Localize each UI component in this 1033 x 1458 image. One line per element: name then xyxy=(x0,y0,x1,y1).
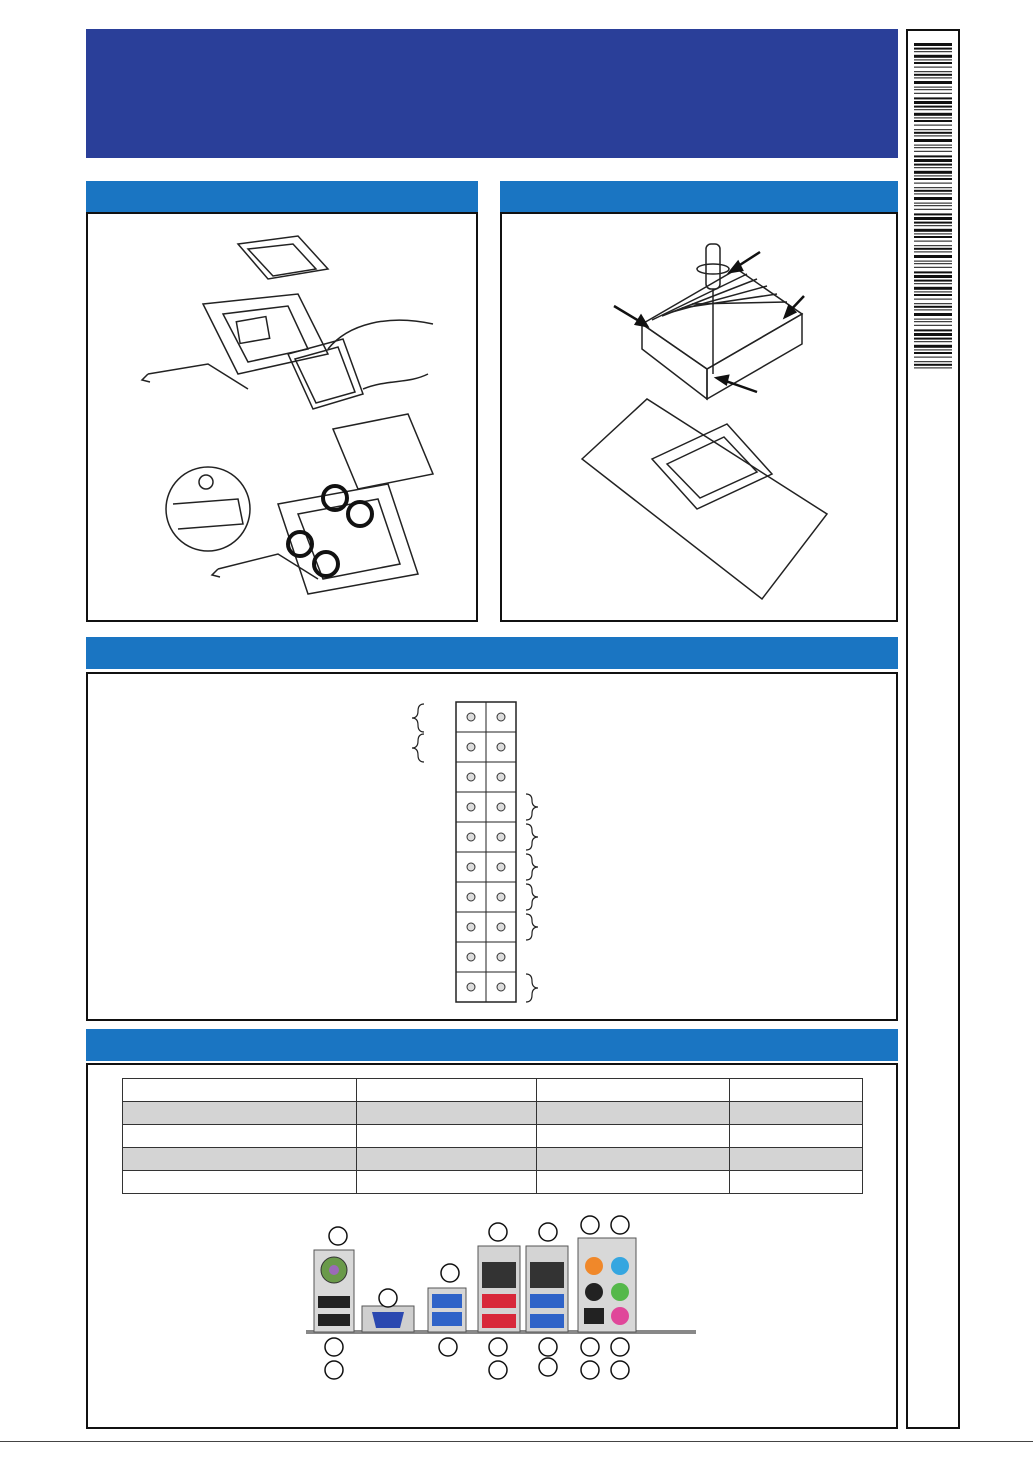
audio-jack-green-icon xyxy=(611,1283,629,1301)
heatsink-install-panel xyxy=(500,212,898,622)
barcode-bar xyxy=(914,151,952,152)
barcode-bar xyxy=(914,313,952,316)
barcode-bar xyxy=(914,287,952,290)
barcode-bar xyxy=(914,325,952,326)
table-cell xyxy=(357,1171,537,1194)
barcode-bar xyxy=(914,361,952,362)
barcode-bar xyxy=(914,178,952,180)
section-bar-heatsink-install xyxy=(500,181,898,213)
table-row xyxy=(123,1171,863,1194)
pin xyxy=(497,983,505,991)
barcode-bar xyxy=(914,62,952,64)
section-bar-cpu-install xyxy=(86,181,478,213)
barcode-bar xyxy=(914,333,952,336)
pin xyxy=(497,713,505,721)
usb2-port-icon xyxy=(318,1314,350,1326)
barcode-bar xyxy=(914,357,952,358)
barcode-bar xyxy=(914,159,952,162)
barcode-bar xyxy=(914,303,952,304)
table-cell xyxy=(123,1079,357,1102)
barcode-bar xyxy=(914,67,952,68)
pin xyxy=(467,833,475,841)
table-cell xyxy=(537,1102,730,1125)
group-brace xyxy=(526,884,538,910)
front-panel-header-panel xyxy=(86,672,898,1021)
front-panel-pin-diagram xyxy=(88,674,896,1019)
barcode-bar xyxy=(914,213,952,215)
table-cell xyxy=(537,1171,730,1194)
pin xyxy=(497,893,505,901)
barcode-bar xyxy=(914,164,952,166)
barcode-bar xyxy=(914,321,952,322)
usb3-port-icon xyxy=(432,1312,462,1326)
barcode-bar xyxy=(914,267,952,268)
table-cell xyxy=(357,1102,537,1125)
barcode-bar xyxy=(914,217,952,220)
barcode-bar xyxy=(914,71,952,72)
barcode-bar xyxy=(914,236,952,238)
barcode-bar xyxy=(914,55,952,58)
barcode-bar xyxy=(914,117,952,118)
barcode-bar xyxy=(914,48,952,50)
barcode-bar xyxy=(914,106,952,108)
pin xyxy=(497,833,505,841)
group-brace xyxy=(526,794,538,820)
table-row xyxy=(123,1148,863,1171)
barcode-bar xyxy=(914,306,952,308)
title-banner xyxy=(86,29,898,158)
barcode-bar xyxy=(914,147,952,148)
barcode-bar xyxy=(914,309,952,310)
barcode-bar xyxy=(914,229,952,232)
pin xyxy=(497,953,505,961)
usb3-port-icon xyxy=(432,1294,462,1308)
table-cell xyxy=(357,1148,537,1171)
barcode-bar xyxy=(914,51,952,52)
lan-port-icon xyxy=(530,1262,564,1288)
group-brace xyxy=(412,704,424,732)
barcode-bar xyxy=(914,294,952,296)
barcode-bar xyxy=(914,101,952,104)
barcode-bar xyxy=(914,120,952,122)
table-cell xyxy=(357,1079,537,1102)
barcode-bar xyxy=(914,77,952,78)
usb2-port-icon xyxy=(318,1296,350,1308)
table-row xyxy=(123,1125,863,1148)
barcode-bar xyxy=(914,109,952,110)
usb3-port-icon xyxy=(530,1314,564,1328)
table-cell xyxy=(537,1079,730,1102)
barcode-bar xyxy=(914,139,952,142)
barcode-bar xyxy=(914,352,952,354)
io-table xyxy=(122,1078,863,1194)
table-cell xyxy=(730,1125,863,1148)
barcode-bar xyxy=(914,248,952,250)
usb-red-port-icon xyxy=(482,1314,516,1328)
barcode-bar xyxy=(914,263,952,264)
barcode-bar xyxy=(914,299,952,300)
pin xyxy=(467,923,475,931)
table-cell xyxy=(730,1171,863,1194)
barcode-bar xyxy=(914,225,952,226)
group-brace xyxy=(526,824,538,850)
barcode-bar xyxy=(914,329,952,331)
barcode-bar xyxy=(914,135,952,136)
table-cell xyxy=(537,1148,730,1171)
audio-jack-pink-icon xyxy=(611,1307,629,1325)
table-cell xyxy=(357,1125,537,1148)
barcode xyxy=(908,43,958,373)
barcode-bar xyxy=(914,43,952,46)
barcode-bar xyxy=(914,183,952,184)
pin xyxy=(497,863,505,871)
barcode-bar xyxy=(914,319,952,320)
barcode-bar xyxy=(914,367,952,368)
table-row xyxy=(123,1079,863,1102)
barcode-bar xyxy=(914,345,952,348)
table-cell xyxy=(730,1102,863,1125)
pin xyxy=(497,773,505,781)
group-brace xyxy=(526,974,538,1002)
barcode-bar xyxy=(914,209,952,210)
footer-rule xyxy=(0,1441,1033,1442)
barcode-bar xyxy=(914,125,952,126)
barcode-bar xyxy=(914,255,952,258)
barcode-bar xyxy=(914,261,952,262)
table-cell xyxy=(730,1079,863,1102)
pin xyxy=(467,743,475,751)
pin xyxy=(467,983,475,991)
barcode-bar xyxy=(914,155,952,157)
barcode-bar xyxy=(914,167,952,168)
barcode-bar xyxy=(914,74,952,76)
table-cell xyxy=(123,1171,357,1194)
barcode-bar xyxy=(914,145,952,146)
barcode-bar xyxy=(914,89,952,90)
barcode-bar xyxy=(914,205,952,206)
table-row xyxy=(123,1102,863,1125)
barcode-bar xyxy=(914,283,952,284)
barcode-bar xyxy=(914,81,952,84)
group-brace xyxy=(526,854,538,880)
audio-jack-black-icon xyxy=(585,1283,603,1301)
pin xyxy=(467,773,475,781)
optical-spdif-icon xyxy=(584,1308,604,1324)
barcode-bar xyxy=(914,222,952,224)
table-cell xyxy=(123,1148,357,1171)
cpu-socket-illustration xyxy=(88,214,476,620)
barcode-bar xyxy=(914,338,952,340)
barcode-bar xyxy=(914,132,952,134)
vga-port-icon xyxy=(372,1312,404,1328)
barcode-bar xyxy=(914,271,952,273)
barcode-bar xyxy=(914,113,952,116)
ps2-port-center xyxy=(329,1265,339,1275)
barcode-bar xyxy=(914,291,952,292)
barcode-bar xyxy=(914,87,952,88)
pin xyxy=(497,803,505,811)
cpu-install-panel xyxy=(86,212,478,622)
barcode-frame xyxy=(906,29,960,1429)
pin xyxy=(497,923,505,931)
section-bar-back-panel xyxy=(86,1029,898,1061)
pin xyxy=(467,863,475,871)
barcode-bar xyxy=(914,280,952,282)
barcode-bar xyxy=(914,190,952,192)
audio-jack-orange-icon xyxy=(585,1257,603,1275)
pin xyxy=(467,803,475,811)
usb-red-port-icon xyxy=(482,1294,516,1308)
barcode-bar xyxy=(914,245,952,246)
barcode-bar xyxy=(914,364,952,366)
barcode-bar xyxy=(914,251,952,252)
barcode-bar xyxy=(914,59,952,60)
usb3-port-icon xyxy=(530,1294,564,1308)
barcode-bar xyxy=(914,129,952,130)
pin xyxy=(467,713,475,721)
barcode-bar xyxy=(914,97,952,99)
table-cell xyxy=(123,1125,357,1148)
barcode-bar xyxy=(914,193,952,194)
barcode-bar xyxy=(914,203,952,204)
table-cell xyxy=(537,1125,730,1148)
pin xyxy=(467,893,475,901)
barcode-bar xyxy=(914,93,952,94)
pin xyxy=(497,743,505,751)
lan-port-icon xyxy=(482,1262,516,1288)
barcode-bar xyxy=(914,349,952,350)
barcode-bar xyxy=(914,341,952,342)
pin xyxy=(467,953,475,961)
barcode-bar xyxy=(914,233,952,234)
barcode-bar xyxy=(914,275,952,278)
barcode-bar xyxy=(914,187,952,188)
barcode-bar xyxy=(914,175,952,176)
section-bar-front-panel xyxy=(86,637,898,669)
barcode-bar xyxy=(914,171,952,174)
barcode-bar xyxy=(914,241,952,242)
io-shield-illustration xyxy=(300,1210,700,1385)
table-cell xyxy=(123,1102,357,1125)
heatsink-illustration xyxy=(502,214,896,620)
barcode-bar xyxy=(914,197,952,200)
group-brace xyxy=(412,734,424,762)
audio-jack-blue-icon xyxy=(611,1257,629,1275)
group-brace xyxy=(526,914,538,940)
table-cell xyxy=(730,1148,863,1171)
